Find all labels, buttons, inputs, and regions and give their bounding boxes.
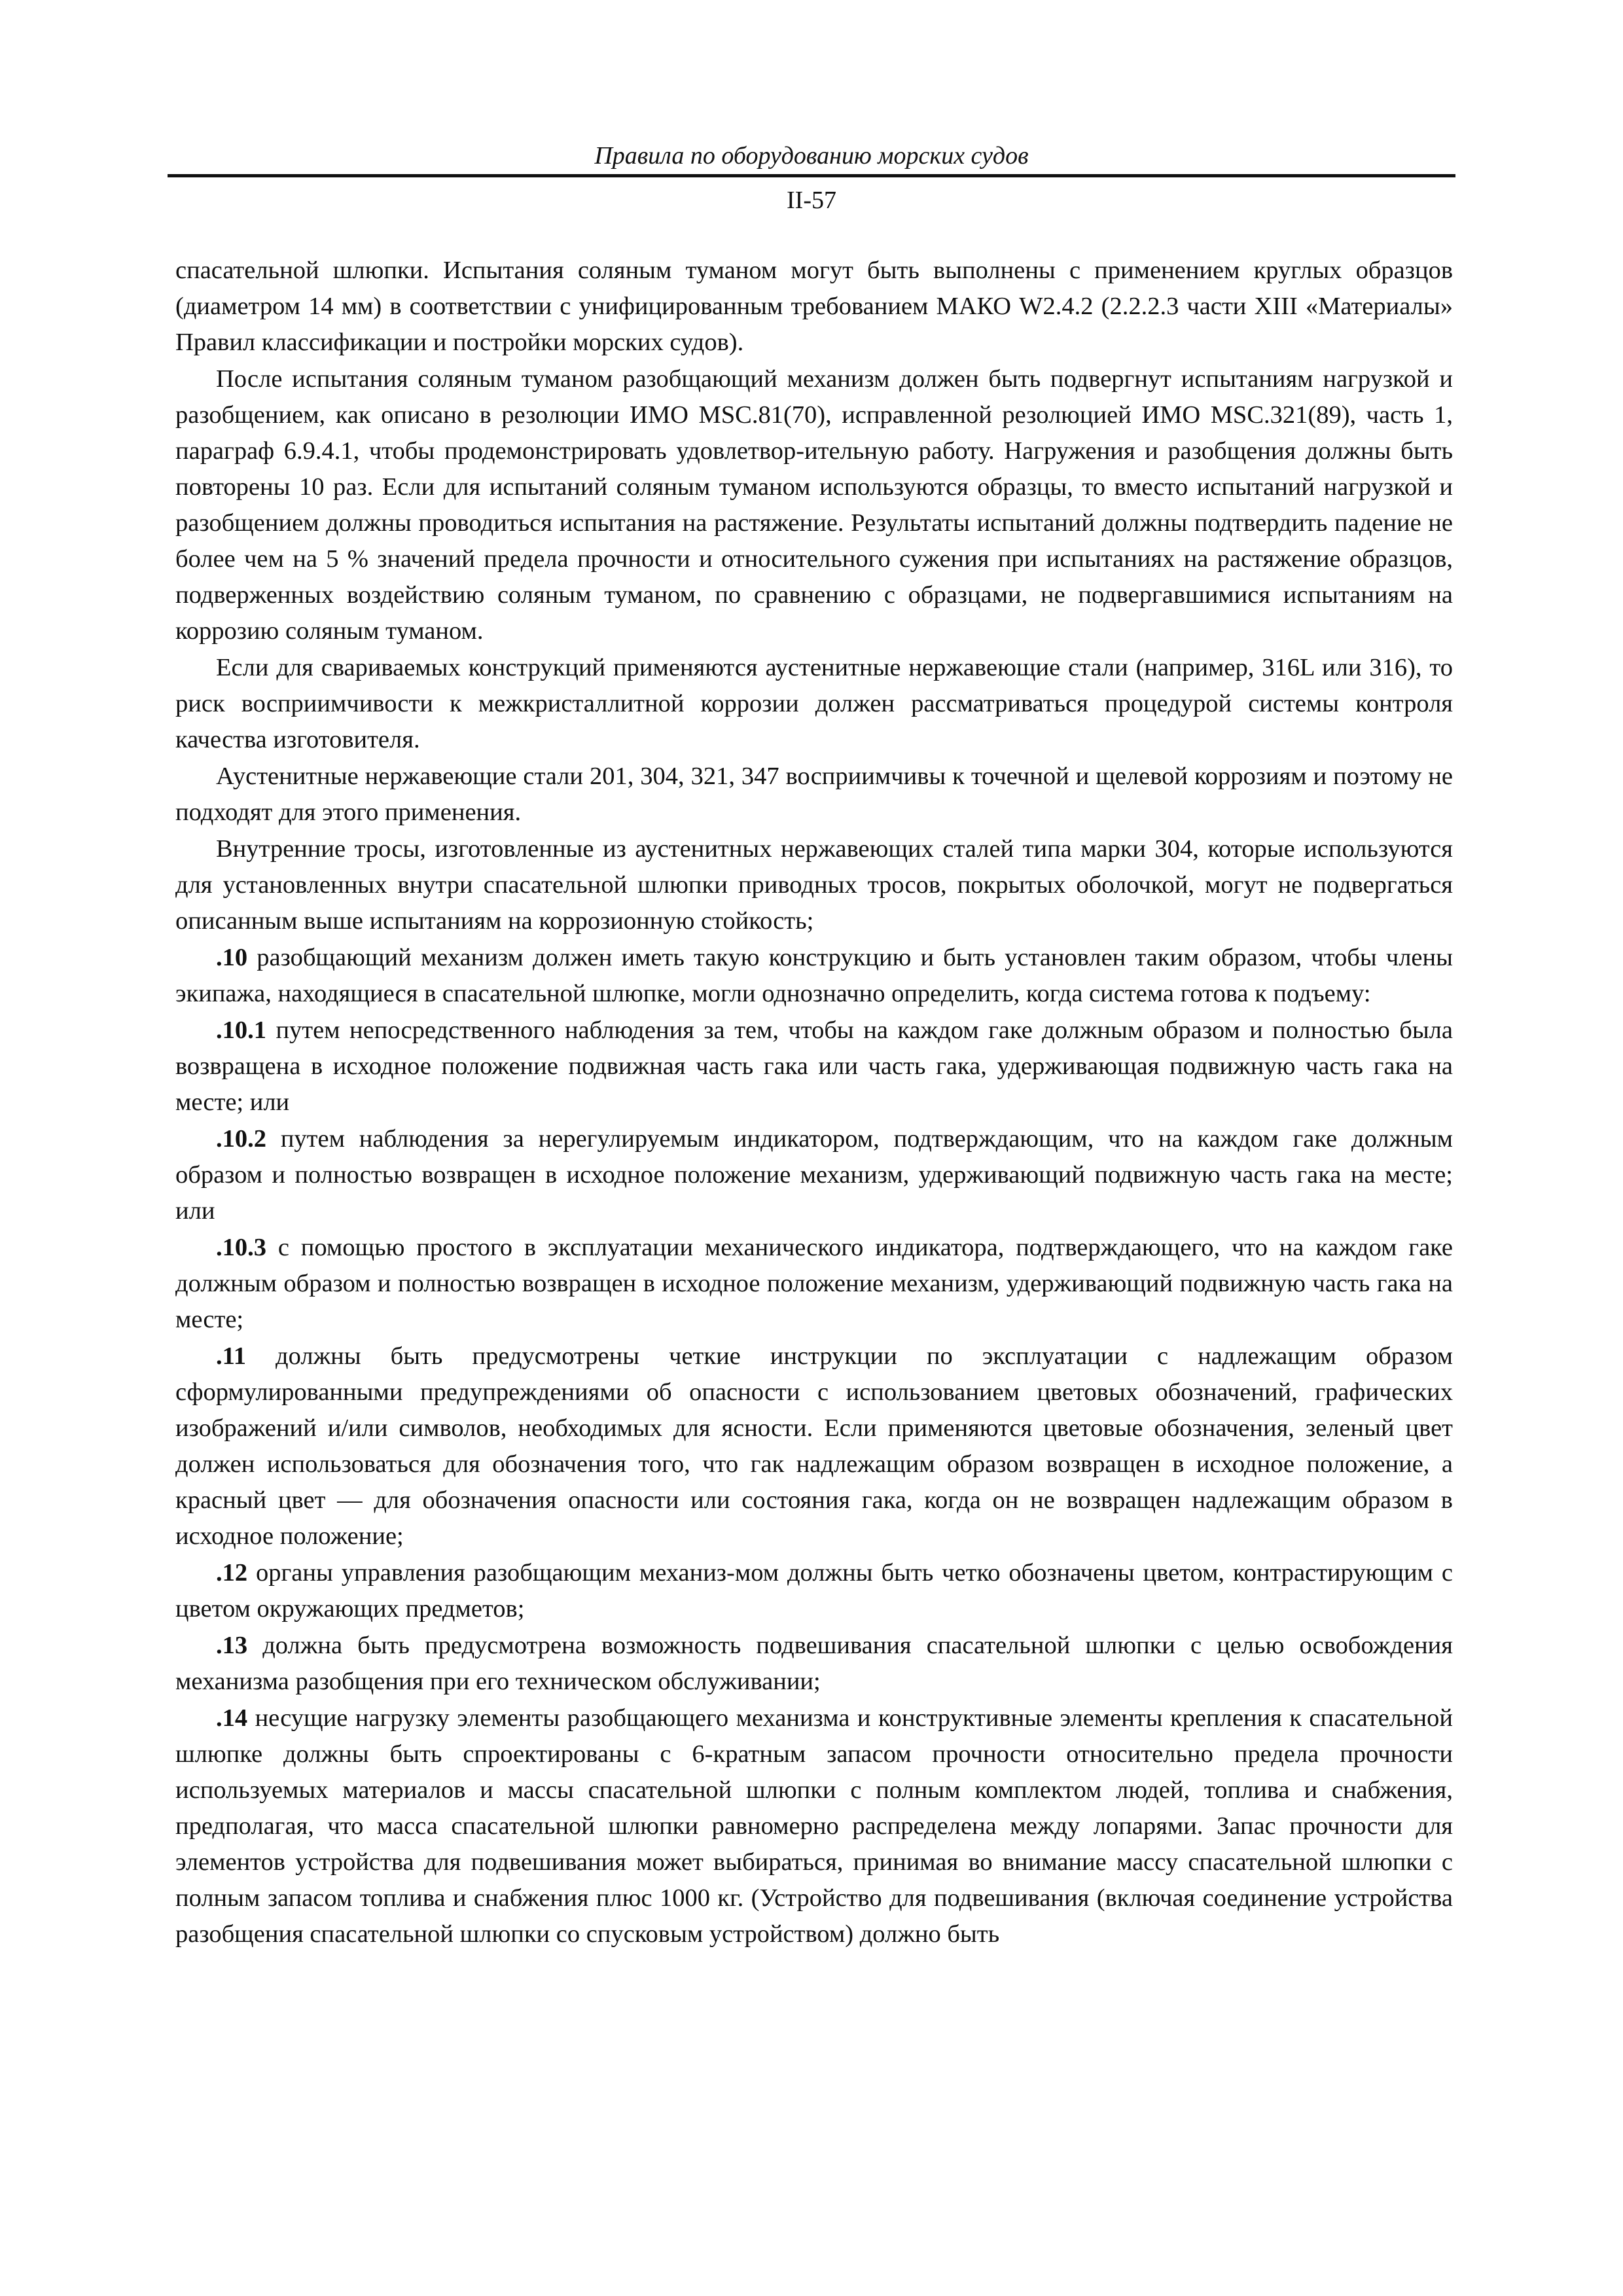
- running-header-title: Правила по оборудованию морских судов: [594, 142, 1029, 170]
- paragraph-austenitic-grades: Аустенитные нержавеющие стали 201, 304, 321, 347 восприимчивы к точечной и щелевой коррозиям и поэтому не подходят для этого применения.: [175, 762, 1453, 826]
- clause-number: .13: [216, 1632, 248, 1659]
- paragraph-internal-cables: Внутренние тросы, изготовленные из аустенитных нержавеющих сталей типа марки 304, которые используются для установленных внутри спасательной шлюпки приводных тросов, покрытых оболочкой, могут не подвергаться описанным выше испытаниям на коррозионную стойкость;: [175, 835, 1453, 935]
- clause-number: .14: [216, 1704, 248, 1732]
- clause-11: .11 должны быть предусмотрены четкие инструкции по эксплуатации с надлежащим образом сформулированными предупреждениями об опасности с использованием цветовых обозначений, графических изображений и/или символов, необходимых для ясности. Если применяются цветовые обозначения, зеленый цвет должен использоваться для обозначения того, что гак надлежащим образом возвращен в исходное положение, а красный цвет — для обозначения опасности или состояния гака, когда он не возвращен надлежащим образом в исходное положение;: [175, 1342, 1453, 1550]
- clause-10-2: .10.2 путем наблюдения за нерегулируемым индикатором, подтверждающим, что на каждом гаке должным образом и полностью возвращен в исходное положение механизм, удерживающий подвижную часть гака на месте; или: [175, 1125, 1453, 1225]
- clause-14: .14 несущие нагрузку элементы разобщающего механизма и конструктивные элементы крепления к спасательной шлюпке должны быть спроектированы с 6-кратным запасом прочности относительно предела прочности используемых материалов и массы спасательной шлюпки с полным комплектом людей, топлива и снабжения, предполагая, что масса спасательной шлюпки равномерно распределена между лопарями. Запас прочности для элементов устройства для подвешивания может выбираться, принимая во внимание массу спасательной шлюпки с полным запасом топлива и снабжения плюс 1000 кг. (Устройство для подвешивания (включая соединение устройства разобщения спасательной шлюпки со спусковым устройством) должно быть: [175, 1704, 1453, 1948]
- clause-10-1: .10.1 путем непосредственного наблюдения за тем, чтобы на каждом гаке должным образом и полностью была возвращена в исходное положение подвижная часть гака или часть гака, удерживающая подвижную часть гака на месте; или: [175, 1016, 1453, 1116]
- clause-number: .10.2: [216, 1125, 266, 1153]
- clause-10: .10 разобщающий механизм должен иметь такую конструкцию и быть установлен таким образом, чтобы члены экипажа, находящиеся в спасательной шлюпке, могли однозначно определить, когда система готова к подъему:: [175, 944, 1453, 1007]
- clause-number: .10.3: [216, 1234, 266, 1261]
- page-number: II-57: [787, 187, 836, 214]
- paragraph-welded-austenitic: Если для свариваемых конструкций применяются аустенитные нержавеющие стали (например, 316L или 316), то риск восприимчивости к межкристаллитной коррозии должен рассматриваться процедурой системы контроля качества изготовителя.: [175, 654, 1453, 753]
- paragraph-salt-spray-testing: После испытания соляным туманом разобщающий механизм должен быть подвергнут испытаниям нагрузкой и разобщением, как описано в резолюции ИМО MSC.81(70), исправленной резолюцией ИМО MSC.321(89), часть 1, параграф 6.9.4.1, чтобы продемонстрировать удовлетвор-ительную работу. Нагружения и разобщения должны быть повторены 10 раз. Если для испытаний соляным туманом используются образцы, то вместо испытаний нагрузкой и разобщением должны проводиться испытания на растяжение. Результаты испытаний должны подтвердить падение не более чем на 5 % значений предела прочности и относительного сужения при испытаниях на растяжение образцов, подверженных воздействию соляным туманом, по сравнению с образцами, не подвергавшимися испытаниям на коррозию соляным туманом.: [175, 365, 1453, 645]
- clause-number: .11: [216, 1342, 247, 1370]
- clause-12: .12 органы управления разобщающим механиз-мом должны быть четко обозначены цветом, контрастирующим с цветом окружающих предметов;: [175, 1559, 1453, 1623]
- paragraph-continuation: спасательной шлюпки. Испытания соляным туманом могут быть выполнены с применением круглых образцов (диаметром 14 мм) в соответствии с унифицированным требованием МАКО W2.4.2 (2.2.2.3 части XIII «Материалы» Правил классификации и постройки морских судов).: [175, 257, 1453, 356]
- clause-number: .10: [216, 944, 248, 971]
- header-rule: [168, 174, 1455, 177]
- clause-13: .13 должна быть предусмотрена возможность подвешивания спасательной шлюпки с целью освобождения механизма разобщения при его техническом обслуживании;: [175, 1632, 1453, 1695]
- body-text: [175, 253, 1453, 1953]
- clause-10-3: .10.3 с помощью простого в эксплуатации механического индикатора, подтверждающего, что на каждом гаке должным образом и полностью возвращен в исходное положение механизм, удерживающий подвижную часть гака на месте;: [175, 1234, 1453, 1333]
- clause-number: .12: [216, 1559, 248, 1587]
- clause-number: .10.1: [216, 1016, 266, 1044]
